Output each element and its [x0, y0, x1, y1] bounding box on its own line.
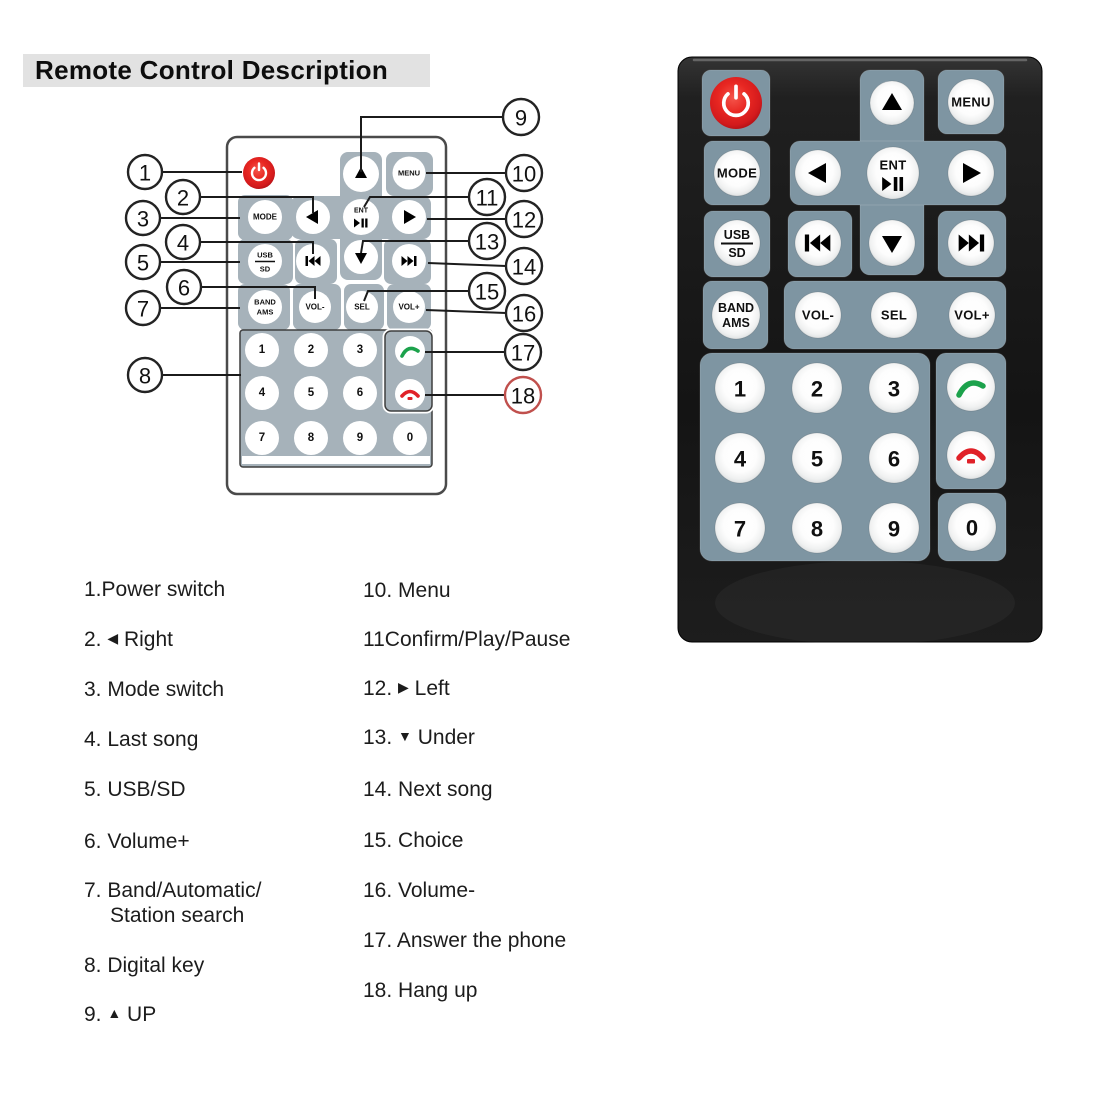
right-arrow-glyph: ▶ [398, 679, 409, 695]
sel-label: SEL [354, 302, 370, 312]
ent-play-pause-button [343, 199, 379, 235]
svg-text:6: 6 [887, 446, 901, 472]
next-track-button [392, 244, 426, 278]
svg-text:6: 6 [177, 275, 191, 301]
legend-item-17: 17. Answer the phone [363, 929, 567, 952]
svg-text:MENU: MENU [951, 94, 991, 110]
right-button [392, 200, 426, 234]
svg-text:5: 5 [307, 387, 315, 399]
svg-text:10: 10 [511, 161, 537, 187]
svg-text:18: 18 [510, 383, 536, 409]
photo-answer-button [947, 363, 995, 411]
remote-photo [678, 57, 1042, 645]
svg-text:3: 3 [356, 344, 364, 356]
photo-menu-button [948, 79, 994, 125]
legend-item-3: 3. Mode switch [84, 678, 225, 701]
svg-text:5: 5 [810, 446, 824, 472]
callout-14 [506, 248, 542, 284]
svg-text:0: 0 [965, 515, 979, 541]
legend-item-12: 12. ▶ Left [363, 677, 450, 700]
callout-9 [503, 99, 539, 135]
svg-text:12: 12 [511, 207, 537, 233]
svg-text:9: 9 [514, 105, 528, 131]
ent-label: ENT [354, 207, 368, 215]
callout-4 [166, 225, 200, 259]
photo-down-button [869, 220, 915, 266]
photo-up-button [870, 81, 914, 125]
hangup-button [395, 379, 425, 409]
svg-text:17: 17 [510, 340, 536, 366]
svg-text:9: 9 [356, 432, 364, 444]
svg-text:VOL-: VOL- [801, 307, 835, 323]
callout-1 [128, 155, 162, 189]
page-title: Remote Control Description [23, 54, 430, 87]
legend-item-8: 8. Digital key [84, 954, 205, 977]
usb-sd-button [248, 244, 282, 278]
svg-text:11: 11 [475, 185, 499, 211]
svg-text:4: 4 [733, 446, 747, 472]
legend-item-4: 4. Last song [84, 728, 199, 751]
up-arrow-glyph: ▲ [107, 1005, 122, 1021]
svg-text:13: 13 [474, 229, 500, 255]
svg-text:4: 4 [258, 387, 266, 399]
legend-item-14: 14. Next song [363, 778, 493, 801]
photo-ent-button [867, 147, 919, 199]
callout-11 [469, 179, 505, 215]
legend-item-16: 16. Volume- [363, 879, 476, 902]
svg-text:9: 9 [887, 516, 901, 542]
svg-text:8: 8 [810, 516, 824, 542]
legend-item-1: 1.Power switch [84, 578, 226, 601]
legend-item-6: 6. Volume+ [84, 830, 190, 853]
svg-text:USB: USB [723, 228, 751, 242]
svg-text:2: 2 [307, 344, 315, 356]
svg-text:AMS: AMS [722, 316, 750, 330]
svg-text:4: 4 [176, 230, 190, 256]
svg-text:14: 14 [511, 254, 537, 280]
photo-previous-track-button [795, 220, 841, 266]
svg-text:7: 7 [733, 516, 747, 542]
legend-item-18: 18. Hang up [363, 979, 478, 1002]
svg-text:0: 0 [406, 432, 414, 444]
ams-label: AMS [256, 307, 274, 317]
legend-item-7: 7. Band/Automatic/ [84, 879, 262, 902]
photo-sel-button [871, 292, 917, 338]
callout-13 [469, 223, 505, 259]
callout-5 [126, 245, 160, 279]
legend-item-9: 9. ▲ UP [84, 1003, 157, 1026]
svg-text:6: 6 [356, 387, 364, 399]
callout-16 [506, 295, 542, 331]
legend-item-13: 13. ▼ Under [363, 726, 475, 749]
callout-15 [469, 273, 505, 309]
photo-band-ams-button [712, 291, 760, 339]
svg-text:1: 1 [258, 344, 266, 356]
mode-button [248, 200, 282, 234]
band-label: BAND [254, 297, 276, 307]
svg-text:MODE: MODE [716, 165, 758, 181]
svg-text:7: 7 [136, 296, 150, 322]
callout-18 [505, 377, 541, 413]
menu-button [393, 157, 426, 190]
svg-text:1: 1 [138, 160, 152, 186]
left-arrow-glyph: ◀ [107, 630, 119, 646]
callout-17 [505, 334, 541, 370]
photo-usb-sd-button [714, 220, 760, 266]
callout-3 [126, 201, 160, 235]
usb-label: USB [257, 250, 273, 260]
vol-minus-label: VOL- [305, 302, 325, 312]
svg-text:SEL: SEL [880, 307, 908, 323]
svg-text:8: 8 [307, 432, 315, 444]
photo-hangup-button [947, 431, 995, 479]
photo-volume-up-button [949, 292, 995, 338]
vol-plus-label: VOL+ [398, 302, 420, 312]
callout-10 [506, 155, 542, 191]
volume-up-button [393, 291, 425, 323]
photo-mode-button [714, 150, 760, 196]
svg-text:16: 16 [511, 301, 537, 327]
callout-2 [166, 180, 200, 214]
callout-7 [126, 291, 160, 325]
legend-item-7-line2: Station search [110, 904, 245, 927]
callout-12 [506, 201, 542, 237]
answer-button [395, 336, 425, 366]
svg-text:SD: SD [728, 246, 746, 260]
callout-6 [167, 270, 201, 304]
svg-text:2: 2 [176, 185, 190, 211]
legend-item-5: 5. USB/SD [84, 778, 186, 801]
sel-button [346, 291, 378, 323]
legend-item-10: 10. Menu [363, 579, 451, 602]
svg-text:BAND: BAND [717, 301, 755, 315]
power-button [243, 157, 275, 189]
photo-right-button [948, 150, 994, 196]
callout-8 [128, 358, 162, 392]
svg-text:5: 5 [136, 250, 150, 276]
svg-text:3: 3 [136, 206, 150, 232]
photo-volume-down-button [795, 292, 841, 338]
remote-diagram [227, 137, 446, 494]
photo-power-button [710, 77, 762, 129]
svg-text:15: 15 [474, 279, 500, 305]
sd-label: SD [259, 264, 271, 274]
svg-text:3: 3 [887, 376, 901, 402]
legend-item-2: 2. ◀ Right [84, 628, 173, 651]
menu-label: MENU [397, 168, 421, 178]
svg-text:8: 8 [138, 363, 152, 389]
mode-label: MODE [253, 212, 277, 222]
band-ams-button [248, 290, 282, 324]
legend-item-15: 15. Choice [363, 829, 464, 852]
down-button [344, 240, 378, 274]
svg-text:1: 1 [733, 376, 747, 402]
photo-next-track-button [948, 220, 994, 266]
svg-text:7: 7 [258, 432, 266, 444]
svg-text:VOL+: VOL+ [954, 307, 990, 323]
svg-text:2: 2 [810, 376, 824, 402]
legend-item-11: 11Confirm/Play/Pause [363, 628, 571, 651]
svg-text:ENT: ENT [879, 157, 907, 173]
down-arrow-glyph: ▼ [398, 728, 412, 744]
photo-left-button [795, 150, 841, 196]
